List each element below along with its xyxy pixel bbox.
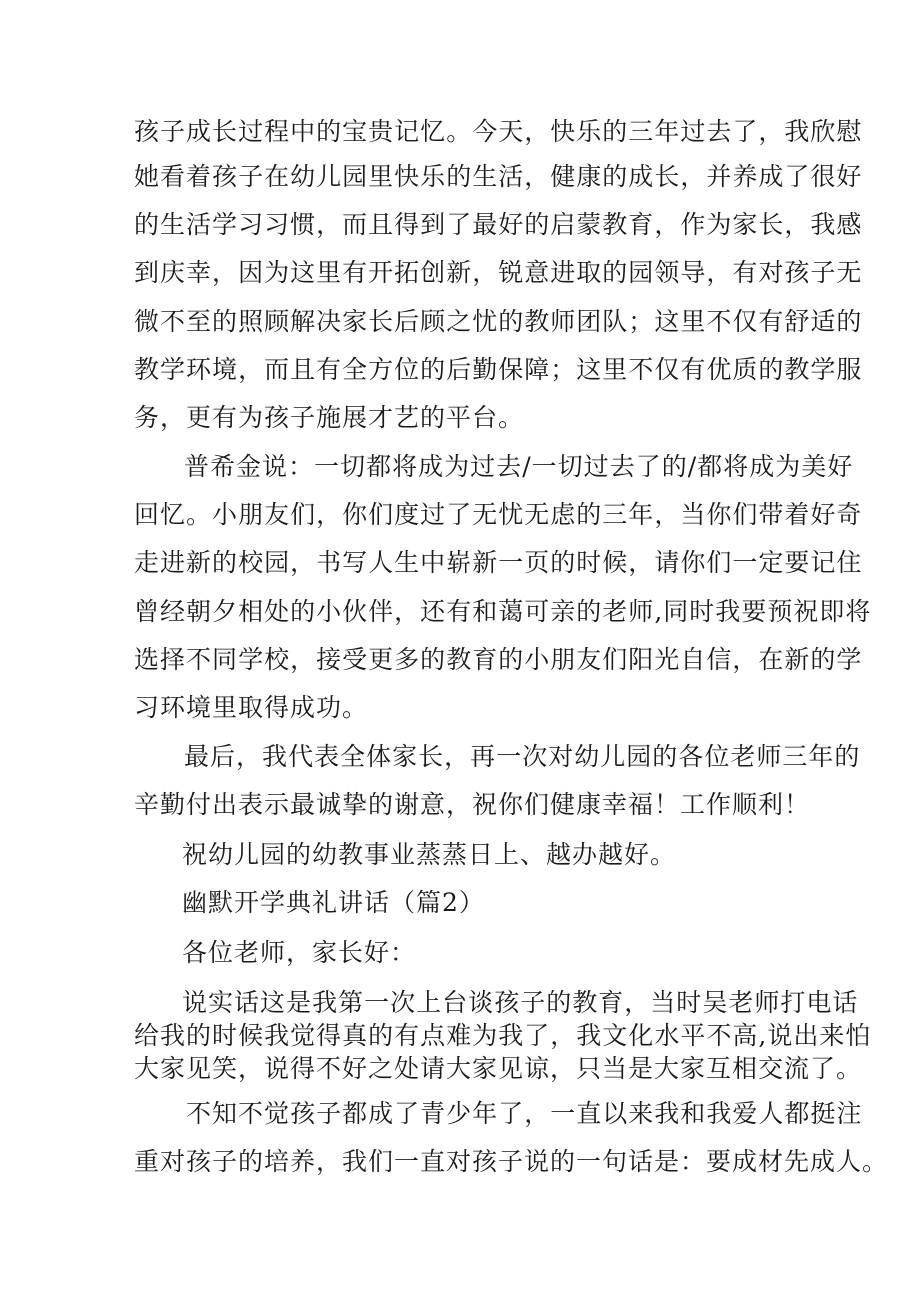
paragraph-first-line: 最 后 ， 我 代 表 全 体 家 长 ， 再 一 次 对 幼 儿 园 的 各 位 老 师 三 年 的 [184,742,861,771]
paragraph-first-line: 说 实 话 这 是 我 第 一 次 上 台 谈 孩 子 的 教 育 ， 当 时 吴 老 师 打 电 话 [182,988,859,1017]
greeting-line: 各位老师，家长好： [182,938,417,967]
paragraph-last-line: 习环境里取得成功。 [134,693,369,722]
text-line: 走 进 新 的 校 园 ， 书 写 人 生 中 崭 新 一 页 的 时 候 ， 请 你 们 一 定 要 记 住 [134,548,863,577]
paragraph-first-line: 普 希 金 说 ： 一 切 都 将 成 为 过 去 / 一 切 过 去 了 的 / 都 将 成 为 美 好 [184,452,854,481]
text-line: 微 不 至 的 照 顾 解 决 家 长 后 顾 之 忧 的 教 师 团 队 ； 这 里 不 仅 有 舒 适 的 [134,307,863,336]
paragraph-first-line: 不 知 不 觉 孩 子 都 成 了 青 少 年 了 ， 一 直 以 来 我 和 我 爱 人 都 挺 注 [186,1099,863,1128]
text-line: 选 择 不 同 学 校 ， 接 受 更 多 的 教 育 的 小 朋 友 们 阳 光 自 信 ， 在 新 的 学 [134,645,863,674]
paragraph-last-line: 重对孩子的培养，我们一直对孩子说的一句话是：要成材先成人。 [134,1147,889,1176]
text-line: 给 我 的 时 候 我 觉 得 真 的 有 点 难 为 我 了 ， 我 文 化 水 平 不 高 , 说 出 来 怕 [134,1021,872,1050]
paragraph-last-line: 辛勤付出表示最诚挚的谢意，祝你们健康幸福！工作顺利！ [134,790,811,819]
closing-line: 祝幼儿园的幼教事业蒸蒸日上、越办越好。 [182,840,677,869]
text-line: 回 忆 。 小 朋 友 们 ， 你 们 度 过 了 无 忧 无 虑 的 三 年 ， 当 你 们 带 着 好 奇 [134,500,863,529]
text-line: 的 生 活 学 习 习 惯 ， 而 且 得 到 了 最 好 的 启 蒙 教 育 ， 作 为 家 长 ， 我 感 [134,210,863,239]
text-line: 教 学 环 境 ， 而 且 有 全 方 位 的 后 勤 保 障 ； 这 里 不 仅 有 优 质 的 教 学 服 [134,355,863,384]
paragraph-last-line: 大家见笑，说得不好之处请大家见谅，只当是大家互相交流了。 [134,1054,863,1083]
text-line: 到 庆 幸 ， 因 为 这 里 有 开 拓 创 新 ， 锐 意 进 取 的 园 领 导 ， 有 对 孩 子 无 [134,258,863,287]
paragraph-last-line: 务，更有为孩子施展才艺的平台。 [134,403,525,432]
text-line: 孩 子 成 长 过 程 中 的 宝 贵 记 忆 。 今 天 ， 快 乐 的 三 年 过 去 了 ， 我 欣 慰 [134,117,863,146]
text-line: 曾 经 朝 夕 相 处 的 小 伙 伴 ， 还 有 和 蔼 可 亲 的 老 师 , 同 时 我 要 预 祝 即 将 [134,597,872,626]
section-title: 幽默开学典礼讲话（篇2） [182,888,485,917]
text-line: 她 看 着 孩 子 在 幼 儿 园 里 快 乐 的 生 活 ， 健 康 的 成 长 ， 并 养 成 了 很 好 [134,162,863,191]
